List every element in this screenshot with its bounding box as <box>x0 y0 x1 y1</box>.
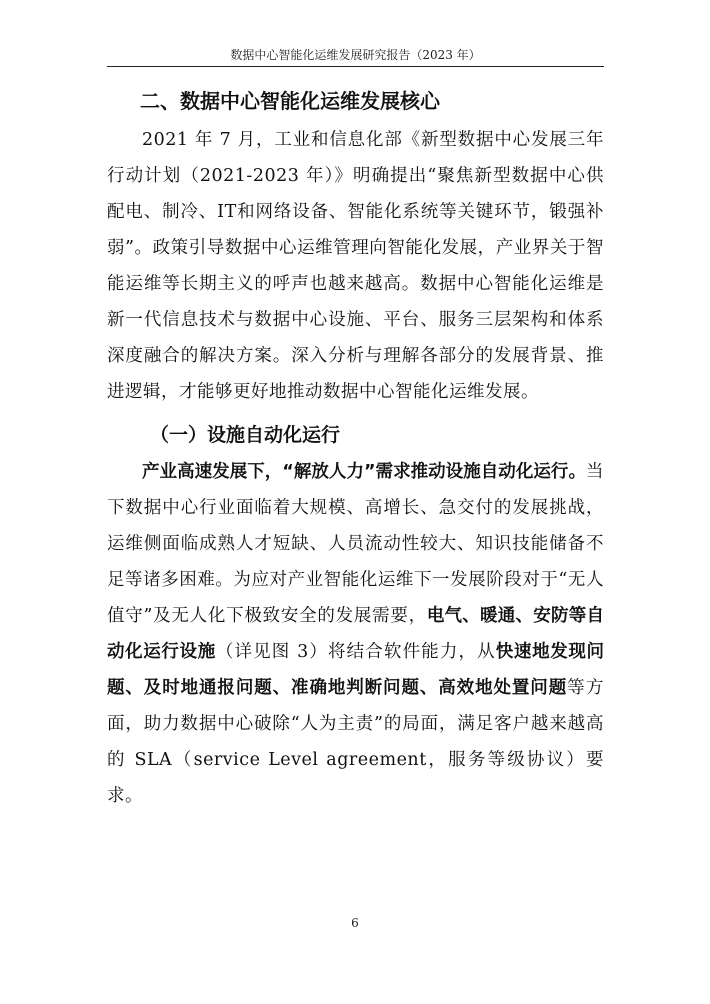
paragraph-text: （详见图 3）将结合软件能力，从 <box>215 642 496 662</box>
header-rule <box>107 66 604 67</box>
facility-automation-paragraph <box>107 454 604 814</box>
document-body <box>107 86 604 814</box>
emphasis-capabilities: 快速地发现问题、及时地通报问题、准确地判断问题、高效地处置问题 <box>107 642 604 698</box>
intro-paragraph: 2021 年 7 月，工业和信息化部《新型数据中心发展三年行动计划（2021-2023 年）》明确提出“聚焦新型数据中心供配电、制冷、IT和网络设备、智能化系统等关键环节，锻强补弱”。政策引导数据中心运维管理向智能化发展，产业界关于智能运维等长期主义的呼声也越来越高。数据中心智能化运维是新一代信息技术与数据中心设施、平台、服务三层架构和体系深度融合的解决方案。深入分析与理解各部分的发展背景、推进逻辑，才能够更好地推动数据中心智能化运维发展。 <box>107 130 604 402</box>
emphasis-facilities: 电气、暖通、安防等自动化运行设施 <box>107 606 604 662</box>
section-heading: 二、数据中心智能化运维发展核心 <box>140 89 440 113</box>
lead-sentence: 产业高速发展下，“解放人力”需求推动设施自动化运行。 <box>142 462 586 482</box>
page-number: 6 <box>351 916 359 930</box>
running-header: 数据中心智能化运维发展研究报告（2023 年） <box>230 48 481 62</box>
subsection-heading: （一）设施自动化运行 <box>150 424 341 446</box>
paragraph-text: 当下数据中心行业面临着大规模、高增长、急交付的发展挑战，运维侧面临成熟人才短缺、人员流动性较大、知识技能储备不足等诸多困难。为应对产业智能化运维下一发展阶段对于“无人值守”及无人化下极致安全的发展需要， <box>107 462 604 626</box>
paragraph-text: 等方面，助力数据中心破除“人为主责”的局面，满足客户越来越高的 SLA（service Level agreement，服务等级协议）要求。 <box>107 678 605 806</box>
